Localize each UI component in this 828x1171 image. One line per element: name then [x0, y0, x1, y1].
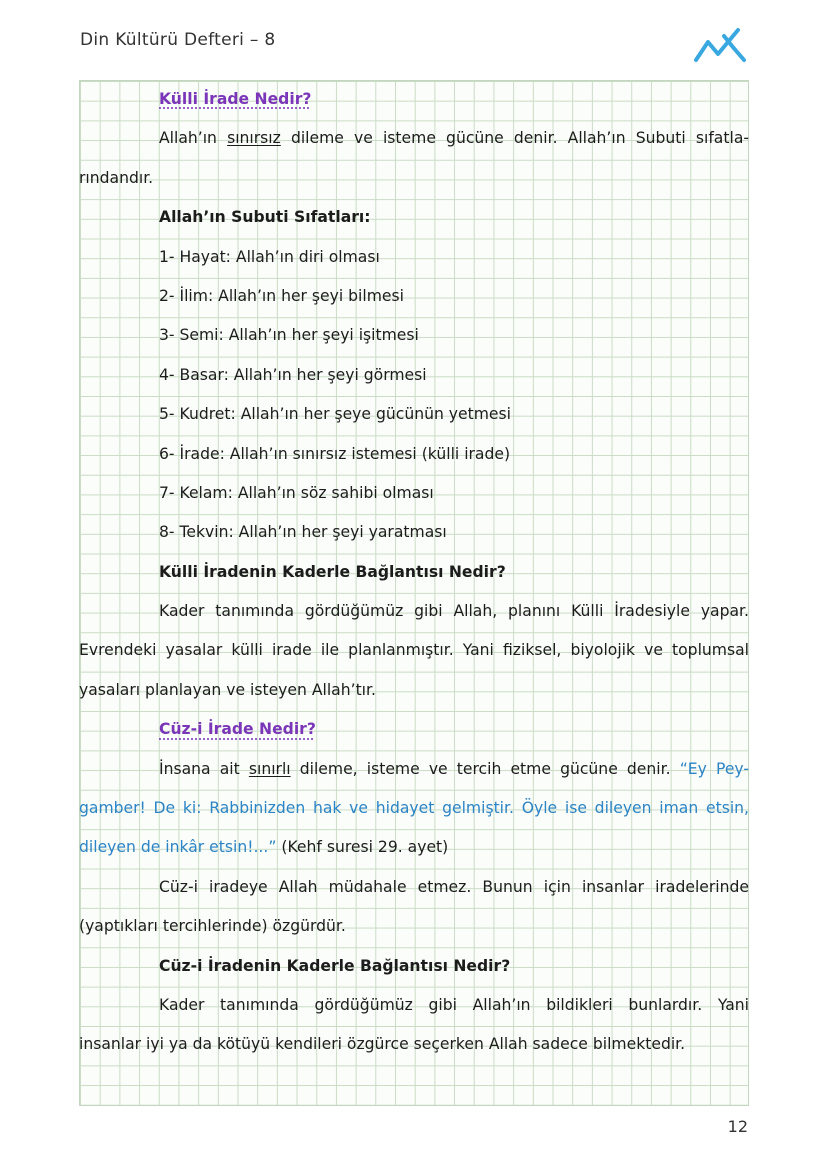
list-item: 5- Kudret: Allah’ın her şeye gücünün yetmesi: [159, 405, 511, 424]
list-item: 4- Basar: Allah’ın her şeyi görmesi: [159, 365, 427, 384]
paragraph-line: rındandır.: [79, 168, 154, 187]
subheading-kulli-kader: Külli İradenin Kaderle Bağlantısı Nedir?: [159, 562, 506, 581]
subheading-subuti-sifatlar: Allah’ın Subuti Sıfatları:: [159, 208, 371, 227]
heading-cuzi-irade: Cüz-i İrade Nedir?: [159, 720, 316, 739]
paragraph-line: Cüz-i iradeye Allah müdahale etmez. Bunun için insanlar iradelerinde: [159, 877, 749, 896]
list-item: 1- Hayat: Allah’ın diri olması: [159, 247, 380, 266]
list-item: 2- İlim: Allah’ın her şeyi bilmesi: [159, 286, 404, 305]
paragraph-line: (yaptıkları tercihlerinde) özgürdür.: [79, 917, 346, 936]
quote-text: “Ey Pey-: [679, 759, 749, 778]
section-heading: [79, 710, 749, 749]
underlined-word: sınırsız: [227, 129, 281, 148]
paragraph-line: İnsana ait sınırlı dileme, isteme ve tercih etme gücüne denir. “Ey Pey-: [159, 759, 749, 778]
paragraph-line: [79, 828, 749, 867]
paragraph-line: Kader tanımında gördüğümüz gibi Allah’ın bildikleri bunlardır. Yani: [159, 995, 749, 1014]
paragraph-line: Evrendeki yasalar külli irade ile planlanmıştır. Yani fiziksel, biyolojik ve toplumsal: [79, 641, 749, 660]
heading-kulli-irade: Külli İrade Nedir?: [159, 90, 312, 108]
paragraph-line: yasaları planlayan ve isteyen Allah’tır.: [79, 680, 376, 699]
paragraph-line: insanlar iyi ya da kötüyü kendileri özgürce seçerken Allah sadece bilmektedir.: [79, 1035, 686, 1054]
paragraph-line: Allah’ın sınırsız dileme ve isteme gücüne denir. Allah’ın Subuti sıfatla-: [159, 129, 749, 148]
underlined-word: sınırlı: [248, 759, 291, 778]
page-content: [79, 80, 749, 1065]
paragraph-line: Kader tanımında gördüğümüz gibi Allah, planını Külli İradesiyle yapar.: [159, 602, 749, 621]
list-item: 7- Kelam: Allah’ın söz sahibi olması: [159, 483, 434, 502]
section-heading: [79, 80, 749, 119]
verse-reference: (Kehf suresi 29. ayet): [276, 838, 449, 857]
list-item: 6- İrade: Allah’ın sınırsız istemesi (külli irade): [159, 444, 511, 463]
quote-text: dileyen de inkâr etsin!...”: [79, 838, 277, 857]
quote-line: gamber! De ki: Rabbinizden hak ve hidayet gelmiştir. Öyle ise dileyen iman etsin,: [79, 799, 749, 818]
page-number: 12: [727, 1117, 748, 1136]
subheading-cuzi-kader: Cüz-i İradenin Kaderle Bağlantısı Nedir?: [159, 956, 511, 975]
list-item: 3- Semi: Allah’ın her şeyi işitmesi: [159, 326, 419, 345]
mountain-logo-icon: [694, 24, 746, 64]
notebook-title: Din Kültürü Defteri – 8: [80, 30, 276, 50]
list-item: 8- Tekvin: Allah’ın her şeyi yaratması: [159, 523, 447, 542]
